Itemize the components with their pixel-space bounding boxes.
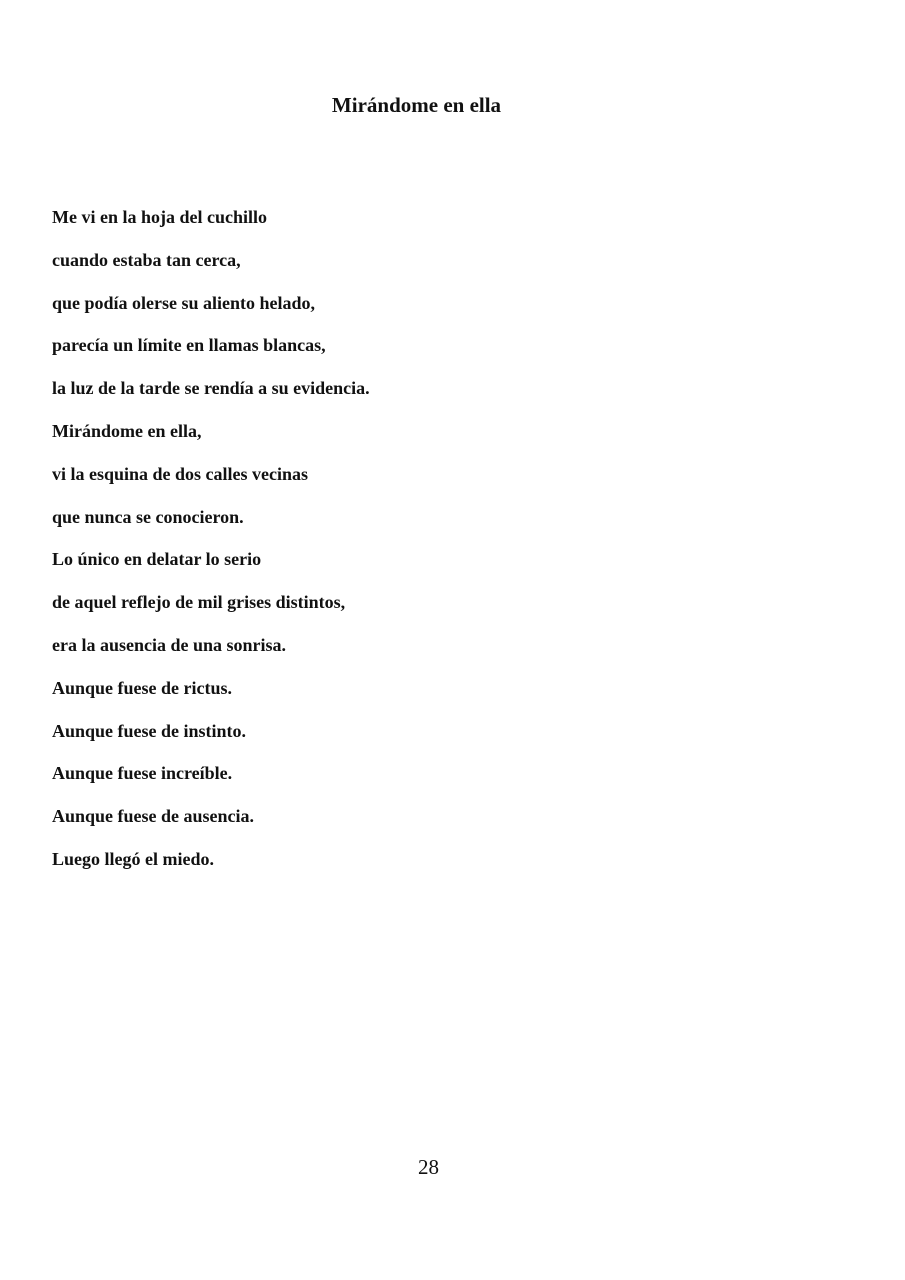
poem-line: Me vi en la hoja del cuchillo bbox=[52, 207, 267, 227]
poem-line: Lo único en delatar lo serio bbox=[52, 549, 262, 570]
poem-line: Aunque fuese de instinto. bbox=[52, 720, 247, 741]
poem-line: Luego llegó el miedo. bbox=[52, 848, 214, 869]
poem-line: de aquel reflejo de mil grises distintos, bbox=[52, 592, 346, 613]
poem-line: cuando estaba tan cerca, bbox=[52, 249, 241, 270]
poem-line: vi la esquina de dos calles vecinas bbox=[52, 463, 309, 484]
poem-body bbox=[52, 203, 370, 888]
poem-line: parecía un límite en llamas blancas, bbox=[52, 335, 326, 356]
poem-line: que podía olerse su aliento helado, bbox=[52, 292, 316, 313]
page-number: 28 bbox=[418, 1155, 439, 1179]
poem-line: la luz de la tarde se rendía a su evidencia. bbox=[52, 378, 370, 399]
poem-line: que nunca se conocieron. bbox=[52, 506, 244, 527]
poem-title: Mirándome en ella bbox=[331, 93, 502, 117]
poem-line: Mirándome en ella, bbox=[52, 420, 202, 441]
poem-line: Aunque fuese de ausencia. bbox=[52, 806, 255, 827]
poem-line: Aunque fuese de rictus. bbox=[52, 677, 233, 698]
poem-line: Aunque fuese increíble. bbox=[52, 763, 233, 784]
poem-line: era la ausencia de una sonrisa. bbox=[52, 634, 287, 655]
